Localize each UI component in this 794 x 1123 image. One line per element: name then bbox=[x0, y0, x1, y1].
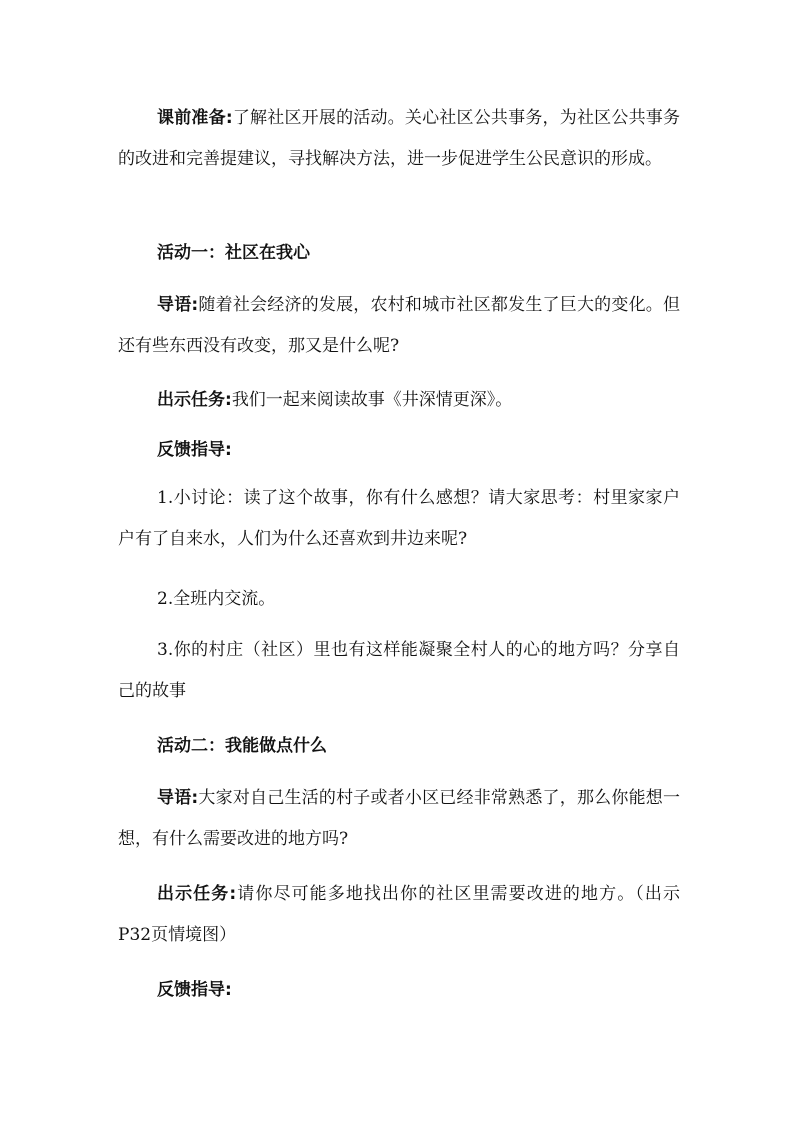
activity2-heading: 活动二：我能做点什么 bbox=[157, 736, 327, 756]
activity1-intro-label: 导语: bbox=[157, 295, 199, 315]
activity1-heading: 活动一：社区在我心 bbox=[157, 243, 310, 263]
prep-text: 了解社区开展的活动。关心社区公共事务，为社区公共事务的改进和完善提建议，寻找解决方法，进一步促进学生公民意识的形成。 bbox=[118, 108, 680, 169]
activity1-item-3: 3.你的村庄（社区）里也有这样能凝聚全村人的心的地方吗？分享自己的故事 bbox=[118, 640, 680, 701]
activity2-intro-label: 导语: bbox=[157, 788, 199, 808]
activity1-feedback-label: 反馈指导: bbox=[157, 440, 232, 460]
prep-label: 课前准备: bbox=[157, 108, 233, 128]
activity1-intro-paragraph bbox=[118, 285, 680, 367]
activity1-task-paragraph bbox=[118, 380, 680, 421]
prep-paragraph bbox=[118, 98, 680, 180]
activity2-task-label: 出示任务: bbox=[157, 884, 237, 904]
activity1-task-text: 我们一起来阅读故事《井深情更深》。 bbox=[231, 390, 513, 410]
activity2-feedback-label: 反馈指导: bbox=[157, 980, 232, 1000]
activity2-task-paragraph bbox=[118, 874, 680, 956]
activity1-task-label: 出示任务: bbox=[157, 390, 232, 410]
activity2-intro-text: 大家对自己生活的村子或者小区已经非常熟悉了，那么你能想一想，有什么需要改进的地方吗? bbox=[118, 788, 680, 849]
activity2-intro-paragraph bbox=[118, 778, 680, 860]
activity1-item-2: 2.全班内交流。 bbox=[157, 589, 276, 609]
activity2-task-text: 请你尽可能多地找出你的社区里需要改进的地方。（出示P32页情境图） bbox=[118, 884, 680, 945]
activity1-item-1: 1.小讨论：读了这个故事，你有什么感想？请大家思考：村里家家户户有了自来水，人们为什么还喜欢到井边来呢? bbox=[118, 488, 680, 549]
activity1-intro-text: 随着社会经济的发展，农村和城市社区都发生了巨大的变化。但还有些东西没有改变，那又是什么呢? bbox=[118, 295, 680, 356]
